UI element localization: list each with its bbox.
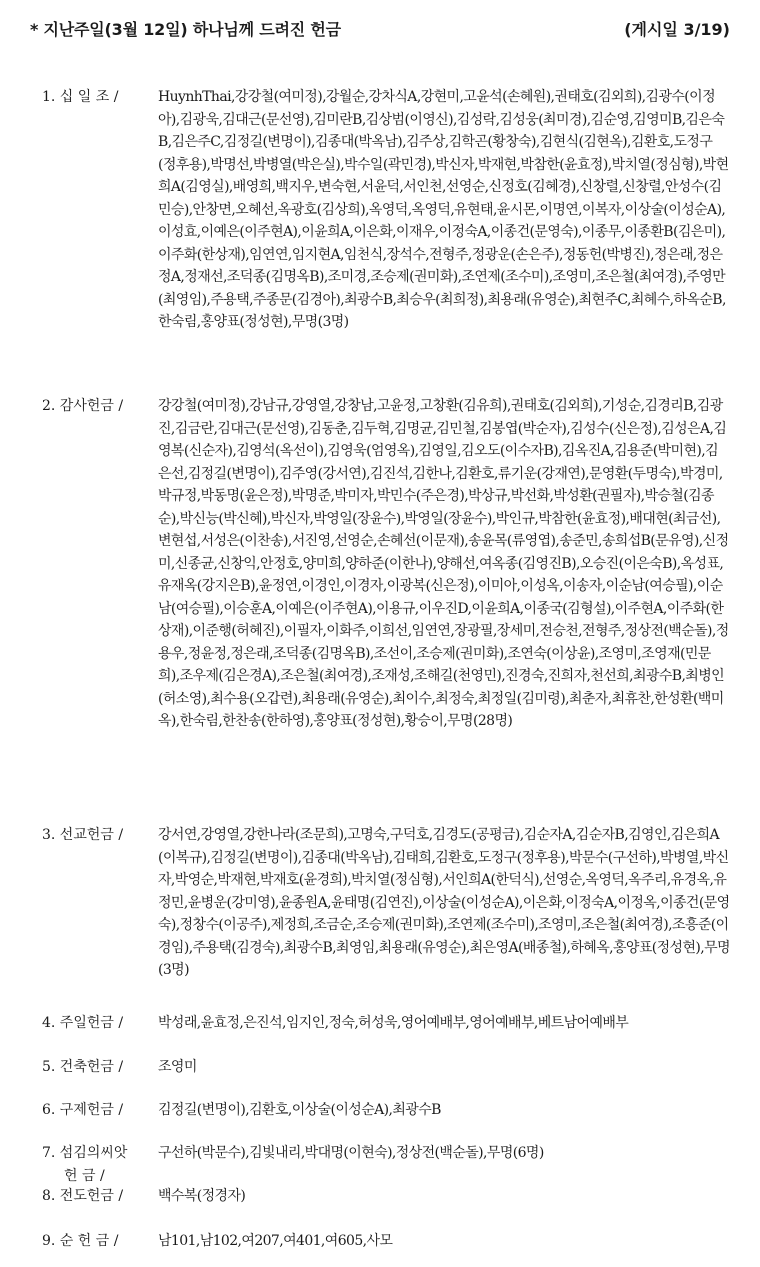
section-label: 4. 주일헌금 / — [42, 1015, 124, 1031]
section-names: 조영미 — [158, 1059, 197, 1075]
section-names: HuynhThai,강강철(여미정),강월순,강차식A,강현미,고윤석(손혜원),권태호(김외희),김광수(이정아),김광욱,김대근(문선영),김미란B,김상범(이영신),김성락,김성웅(최미경),김순영,김영미B,김은숙B,김은주C,김정길(변명이),김종대(박옥남),김주상,김학곤(황창숙),김현식(김현옥),김환호,도정구(정후용),박명선,박병열(박은실),박수일(곽민경),박신자,박재현,박참한(윤효정),박치열(정심형),박현희A(김영실),배영희,백지우,변숙현,서윤덕,서인천,선영순,신정호(김혜경),신창렬,신창렬,안성수(김민승),안창면,오혜선,옥광호(김상희),옥영덕,옥영덕,유현태,윤시몬,이명연,이복자,이상술(이성순A),이성효,이예은(이주현A),이윤희A,이은화,이재우,이정숙A,이종건(문영숙),이종무,이종환B(김은미),이주화(한상재),임연연,임지현A,임천식,장석수,전형주,정광운(손은주),정동헌(박병진),정은래,정은정A,정재선,조덕종(김명옥B),조미경,조승제(권미화),조연제(조수미),조영미,조은철(최여경),주영만(최영임),주용택,주종문(김경아),최광수B,최승우(최희정),최용래(유영순),최현주C,최혜수,하옥순B,한숙림,홍양표(정성현),무명(3명) — [158, 89, 729, 330]
section-label: 9. 순 헌 금 / — [42, 1233, 119, 1249]
section-label: 5. 건축헌금 / — [42, 1059, 124, 1075]
section-label: 2. 감사헌금 / — [42, 398, 124, 414]
section-label: 7. 섬김의씨앗 헌 금 / — [42, 1145, 128, 1184]
section-names: 구선하(박문수),김빛내리,박대명(이현숙),정상전(백순돌),무명(6명) — [158, 1145, 544, 1161]
section-names: 김정길(변명이),김환호,이상술(이성순A),최광수B — [158, 1102, 441, 1118]
section-label: 8. 전도헌금 / — [42, 1188, 124, 1204]
post-date: (게시일 3/19) — [624, 20, 730, 39]
section-label: 6. 구제헌금 / — [42, 1102, 124, 1118]
section-names: 박성래,윤효정,은진석,임지인,정숙,허성욱,영어예배부,영어예배부,베트남어예배부 — [158, 1015, 629, 1031]
section-names: 남101,남102,여207,여401,여605,사모 — [158, 1233, 393, 1249]
section-names: 강강철(여미정),강남규,강영열,강창남,고윤정,고창환(김유희),권태호(김외희),기성순,김경리B,김광진,김금란,김대근(문선영),김동춘,김두혁,김명균,김민철,김봉엽(박순자),김성수(신은정),김성은A,김영복(신순자),김영석(옥선이),김영욱(엄영옥),김영일,김오도(이수자B),김옥진A,김용준(박미현),김은선,김정길(변명이),김주영(강서연),김진석,김한나,김환호,류기운(강재연),문영환(두명숙),박경미,박규정,박동명(윤은정),박명준,박미자,박민수(주은경),박상규,박선화,박성환(권필자),박승철(김종순),박신능(박신혜),박신자,박영일(장윤수),박영일(장윤수),박인규,박참한(윤효정),배대현(최금선),변현섭,서성은(이찬송),서진영,선영순,손혜선(이문재),송윤목(류영엽),송준민,송희섭B(문유영),신정미,신종균,신창익,안정호,양미희,양하준(이한나),양해선,여옥종(김영진B),오승진(이은숙B),옥성표,유재옥(강지은B),윤정연,이경인,이경자,이광복(신은정),이미아,이성옥,이송자,이순남(여승필),이순남(여승필),이승훈A,이예은(이주현A),이용규,이우진D,이윤희A,이종국(김형설),이주현A,이주화(한상재),이준행(허혜진),이필자,이화주,이희선,임연연,장광필,장세미,전승천,전형주,정상전(백순돌),정용우,정윤정,정은래,조덕종(김명옥B),조선이,조승제(권미화),조연숙(이상윤),조영미,조영재(민문희),조우제(김은경A),조은철(최여경),조재성,조해길(천영민),진경숙,진희자,천선희,최광수B,최병인(허소영),최수용(오갑련),최용래(유영순),최이수,최정숙,최정일(김미령),최춘자,최휴찬,한성환(백미옥),한숙림,한찬송(한하영),홍양표(정성현),황승이,무명(28명) — [158, 398, 729, 729]
section-names: 백수복(정경자) — [158, 1188, 246, 1204]
page-title: * 지난주일(3월 12일) 하나님께 드려진 헌금 — [30, 20, 341, 39]
section-label: 3. 선교헌금 / — [42, 827, 124, 843]
section-names: 강서연,강영열,강한나라(조문희),고명숙,구덕호,김경도(공평금),김순자A,김순자B,김영인,김은희A(이복규),김정길(변명이),김종대(박옥남),김태희,김환호,도정구(정후용),박문수(구선하),박병열,박신자,박영순,박재현,박재호(윤경희),박치열(정심형),서인희A(한덕식),선영순,옥영덕,옥주리,유경옥,유정민,윤병운(강미영),윤종원A,윤태명(김연진),이상술(이성순A),이은화,이정숙A,이정옥,이종건(문영숙),정창수(이공주),제정희,조금순,조승제(권미화),조연제(조수미),조영미,조은철(최여경),조흥준(이경임),주용택(김경숙),최광수B,최영임,최용래(유영순),최은영A(배종철),하혜옥,홍양표(정성현),무명(3명) — [158, 827, 730, 978]
section-label: 1. 십 일 조 / — [42, 89, 119, 105]
